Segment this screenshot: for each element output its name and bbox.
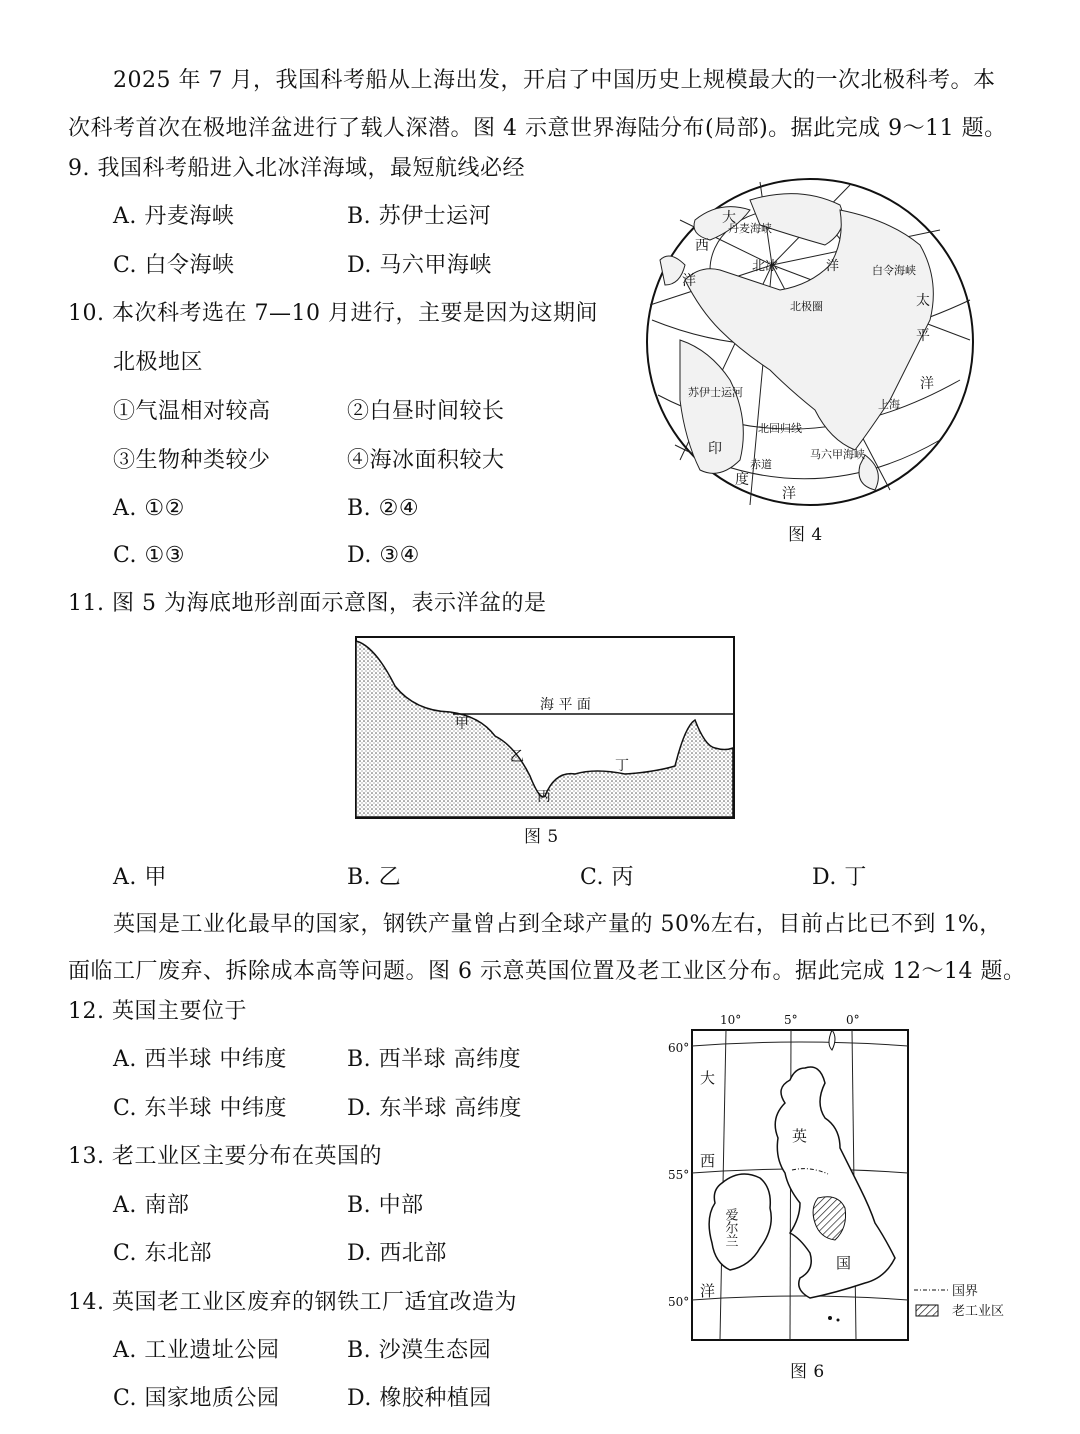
fig4-label-indian-yang: 洋: [782, 486, 796, 502]
fig4-label-du: 度: [735, 472, 749, 488]
intro-paragraph-1-line-1: 2025 年 7 月，我国科考船从上海出发，开启了中国历史上规模最大的一次北极科考。本: [113, 68, 996, 93]
question-10-item-3: ③生物种类较少: [113, 448, 271, 473]
question-14-stem: 14. 英国老工业区废弃的钢铁工厂适宜改造为: [68, 1290, 517, 1315]
fig6-legend: [914, 1284, 1004, 1319]
fig6-label-da: 大: [700, 1069, 716, 1087]
question-14-option-c[interactable]: C. 国家地质公园: [113, 1386, 280, 1411]
fig4-label-arctic-yang: 洋: [826, 259, 840, 274]
question-10-option-d[interactable]: D. ③④: [347, 543, 420, 568]
fig4-label-pacific-yang: 洋: [920, 376, 934, 392]
fig4-label-yin: 印: [708, 441, 722, 457]
figure-4-caption: 图 4: [788, 525, 823, 545]
fig4-label-tai: 太: [916, 293, 930, 309]
fig6-label-ireland: 爱尔兰: [722, 1208, 738, 1247]
question-10-option-b[interactable]: B. ②④: [347, 496, 420, 521]
fig6-lat-55: 55°: [668, 1168, 690, 1182]
question-11-stem: 11. 图 5 为海底地形剖面示意图，表示洋盆的是: [68, 591, 547, 616]
fig6-legend-border: 国界: [952, 1284, 979, 1299]
question-13-option-a[interactable]: A. 南部: [113, 1193, 190, 1218]
fig4-label-tropic: 北回归线: [758, 422, 802, 435]
question-9-option-c[interactable]: C. 白令海峡: [113, 253, 235, 278]
question-12-option-b[interactable]: B. 西半球 高纬度: [347, 1047, 522, 1072]
fig6-lon-10: 10°: [720, 1013, 742, 1027]
fig4-label-arctic: 北冰: [752, 259, 779, 274]
figure-6-caption: 图 6: [790, 1362, 825, 1382]
fig4-label-malacca: 马六甲海峡: [810, 448, 865, 461]
question-12-stem: 12. 英国主要位于: [68, 999, 247, 1024]
figure-4-globe: [640, 170, 980, 515]
question-9-option-a[interactable]: A. 丹麦海峡: [113, 204, 235, 229]
question-10-item-4: ④海冰面积较大: [347, 448, 505, 473]
fig4-label-shanghai: 上海: [878, 398, 900, 411]
question-13-option-b[interactable]: B. 中部: [347, 1193, 424, 1218]
fig4-label-suez: 苏伊士运河: [688, 386, 743, 399]
fig6-label-yang: 洋: [700, 1282, 716, 1300]
question-11-option-a[interactable]: A. 甲: [113, 865, 167, 890]
figure-5-seafloor-profile: [355, 636, 735, 819]
fig5-label-ding: 丁: [615, 758, 629, 774]
fig6-legend-industrial: 老工业区: [952, 1304, 1005, 1319]
fig4-label-ping: 平: [916, 328, 930, 344]
question-11-option-d[interactable]: D. 丁: [812, 865, 867, 890]
question-14-option-d[interactable]: D. 橡胶种植园: [347, 1386, 492, 1411]
fig4-label-arctic-circle: 北极圈: [790, 300, 823, 313]
fig4-label-da: 大: [722, 210, 736, 226]
question-12-option-d[interactable]: D. 东半球 高纬度: [347, 1096, 522, 1121]
fig6-lon-5: 5°: [784, 1013, 798, 1027]
question-14-option-a[interactable]: A. 工业遗址公园: [113, 1338, 280, 1363]
fig6-lat-60: 60°: [668, 1041, 690, 1055]
fig6-lat-50: 50°: [668, 1295, 690, 1309]
fig5-sea-level-label: 海 平 面: [540, 697, 591, 713]
fig5-label-jia: 甲: [455, 716, 469, 732]
question-11-option-c[interactable]: C. 丙: [580, 865, 635, 890]
question-11-option-b[interactable]: B. 乙: [347, 865, 402, 890]
fig6-lon-0: 0°: [846, 1013, 860, 1027]
question-12-option-c[interactable]: C. 东半球 中纬度: [113, 1096, 288, 1121]
fig4-label-xi: 西: [695, 238, 709, 254]
figure-5-caption: 图 5: [524, 827, 559, 847]
intro-paragraph-2-line-1: 英国是工业化最早的国家，钢铁产量曾占到全球产量的 50%左右，目前占比已不到 1%，: [113, 912, 1002, 937]
question-10-option-a[interactable]: A. ①②: [113, 496, 185, 521]
fig6-label-guo: 国: [836, 1254, 852, 1272]
question-14-option-b[interactable]: B. 沙漠生态园: [347, 1338, 492, 1363]
fig4-label-atlantic-yang: 洋: [682, 273, 696, 289]
question-13-option-c[interactable]: C. 东北部: [113, 1241, 213, 1266]
fig6-label-ying: 英: [792, 1127, 808, 1145]
question-10-item-1: ①气温相对较高: [113, 399, 271, 424]
question-9-stem: 9. 我国科考船进入北冰洋海域，最短航线必经: [68, 156, 525, 181]
fig4-label-equator: 赤道: [750, 458, 772, 471]
question-13-option-d[interactable]: D. 西北部: [347, 1241, 447, 1266]
question-10-stem: 10. 本次科考选在 7—10 月进行，主要是因为这期间: [68, 301, 598, 326]
fig5-label-bing: 丙: [537, 789, 551, 805]
figure-6-uk-map: [660, 1008, 1040, 1348]
fig6-label-xi: 西: [700, 1152, 716, 1170]
question-9-option-d[interactable]: D. 马六甲海峡: [347, 253, 492, 278]
question-10-stem-continued: 北极地区: [113, 350, 204, 375]
question-10-option-c[interactable]: C. ①③: [113, 543, 185, 568]
question-9-option-b[interactable]: B. 苏伊士运河: [347, 204, 492, 229]
question-13-stem: 13. 老工业区主要分布在英国的: [68, 1144, 382, 1169]
question-10-item-2: ②白昼时间较长: [347, 399, 505, 424]
fig5-label-yi: 乙: [510, 749, 524, 765]
fig4-label-bering-strait: 白令海峡: [872, 264, 916, 277]
intro-paragraph-1-line-2: 次科考首次在极地洋盆进行了载人深潜。图 4 示意世界海陆分布(局部)。据此完成 9～11 题。: [68, 116, 1007, 141]
question-12-option-a[interactable]: A. 西半球 中纬度: [113, 1047, 287, 1072]
fig4-label-denmark-strait: 丹麦海峡: [728, 222, 772, 235]
intro-paragraph-2-line-2: 面临工厂废弃、拆除成本高等问题。图 6 示意英国位置及老工业区分布。据此完成 12～14 题。: [68, 959, 1026, 984]
